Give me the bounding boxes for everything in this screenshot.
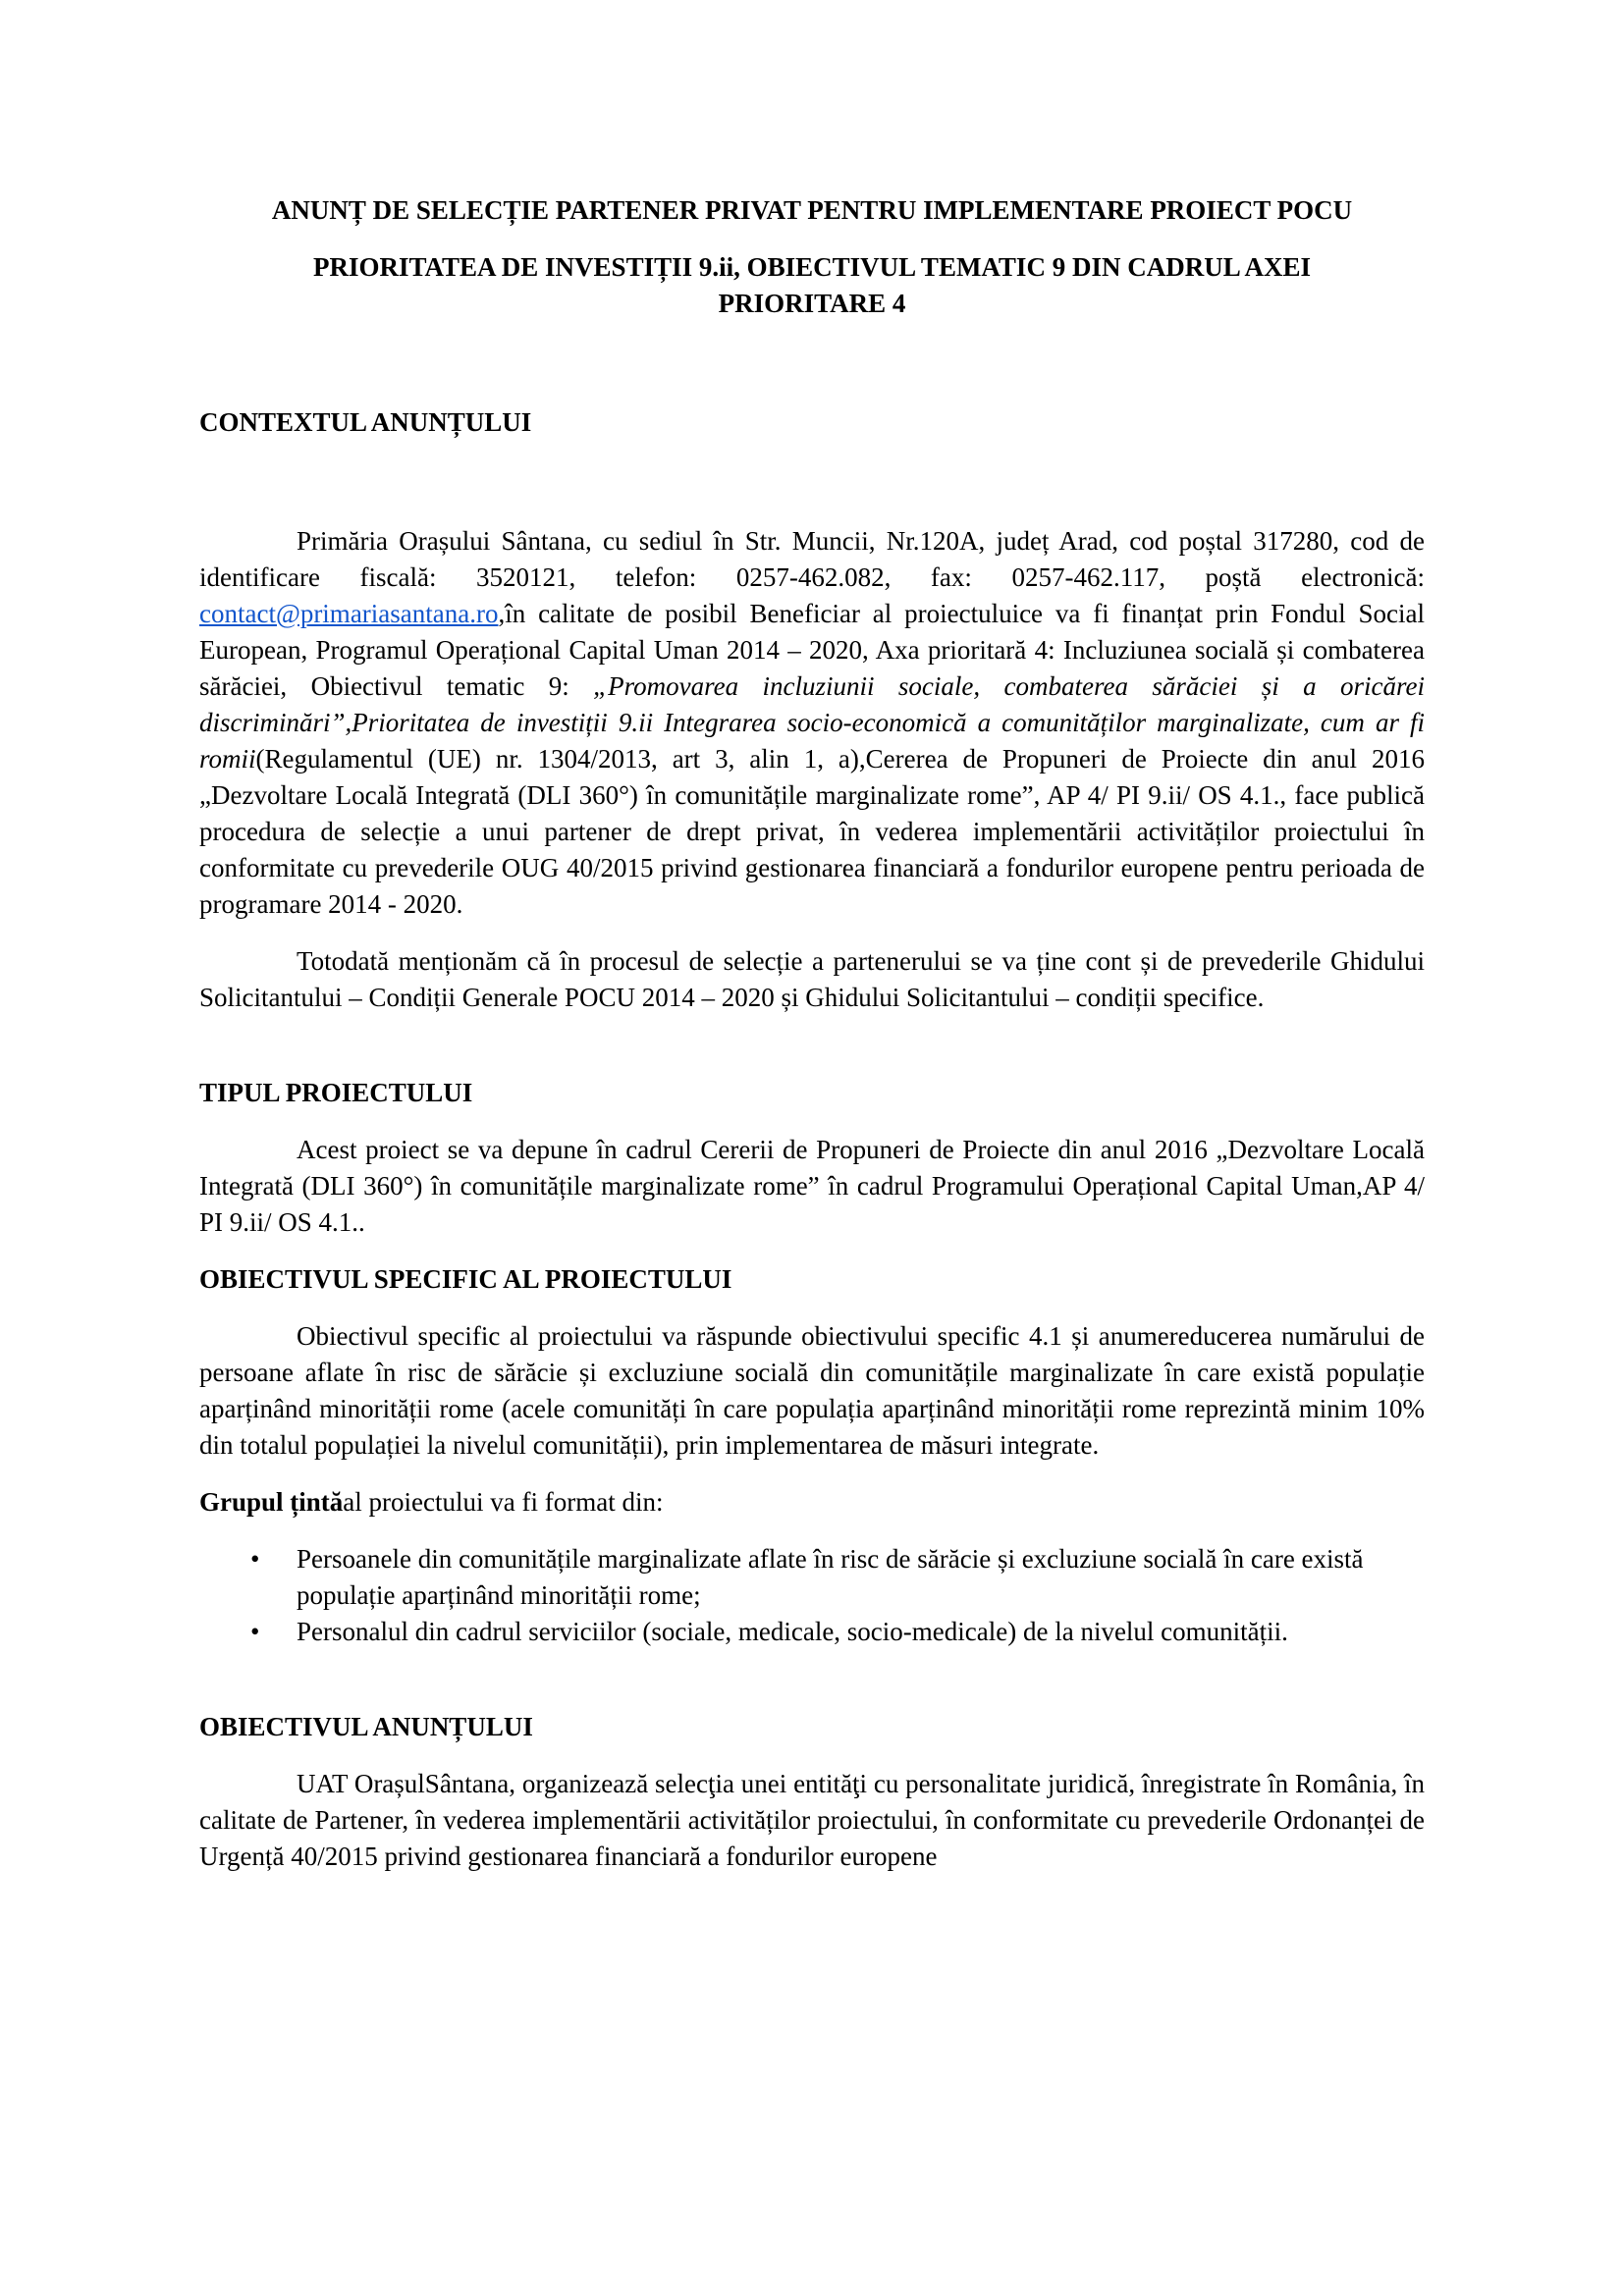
title-line-1: ANUNȚ DE SELECȚIE PARTENER PRIVAT PENTRU IMPLEMENTARE PROIECT POCU [271,195,1353,225]
context-text-a: Primăria Orașului Sântana, cu sediul în Str. Muncii, Nr.120A, județ Arad, cod poștal 317280, cod de identificare fiscală: 3520121, telefon: 0257-462.082, fax: 0257-462.117, poștă electronică: [199,526,1425,592]
grup-tinta-text: al proiectului va fi format din: [343,1487,664,1517]
obiectiv-anunt-paragraph: UAT OrașulSântana, organizează selecţia unei entităţi cu personalitate juridică, înregistrate în România, în calitate de Partener, în vederea implementării activităților proiectului, în conformitate cu prevederile Ordonanței de Urgență 40/2015 privind gestionarea financiară a fondurilor europene [199,1769,1425,1871]
document-content [199,192,1425,1875]
heading-obiectiv-specific: OBIECTIVUL SPECIFIC AL PROIECTULUI [199,1264,732,1294]
email-link[interactable]: contact@primariasantana.ro [199,599,499,628]
list-item [199,1614,1425,1650]
context-text-italic: „Promovarea incluziunii sociale, combaterea sărăciei și a oricărei discriminări”,Prioritatea de investiții 9.ii Integrarea socio-economică a comunităților marginalizate, cum ar fi romii [199,671,1425,774]
title-line-3: PRIORITARE 4 [718,289,906,318]
context-paragraph-2: Totodată menționăm că în procesul de selecție a partenerului se va ține cont și de prevederile Ghidului Solicitantului – Condiții Generale POCU 2014 – 2020 și Ghidului Solicitantului – condiții specifice. [199,946,1425,1012]
obiectiv-specific-paragraph: Obiectivul specific al proiectului va răspunde obiectivului specific 4.1 și anumereducerea numărului de persoane aflate în risc de sărăcie și excluziune socială din comunitățile marginalizate în care există populație aparținând minorității rome (acele comunități în care populația aparținând minorității rome reprezintă minim 10% din totalul populației la nivelul comunității), prin implementarea de măsuri integrate. [199,1321,1425,1460]
grup-tinta-list [199,1541,1425,1650]
context-text-b: ,în calitate de posibil Beneficiar al proiectuluice va fi finanțat prin Fondul Social European, Programul Operațional Capital Uman 2014 – 2020, Axa prioritară 4: Incluziunea socială și combaterea sărăciei, Obiectivul tematic 9: [199,599,1425,701]
heading-context: CONTEXTUL ANUNȚULUI [199,407,532,437]
title-line-2: PRIORITATEA DE INVESTIȚII 9.ii, OBIECTIVUL TEMATIC 9 DIN CADRUL AXEI [313,252,1311,282]
grup-tinta-label: Grupul țintă [199,1487,344,1517]
heading-tip-proiect: TIPUL PROIECTULUI [199,1078,473,1107]
list-item [199,1541,1425,1614]
grup-tinta-paragraph [199,1484,1425,1521]
context-text-c: (Regulamentul (UE) nr. 1304/2013, art 3, alin 1, a),Cererea de Propuneri de Proiecte din anul 2016 „Dezvoltare Locală Integrată (DLI 360°) în comunitățile marginalizate rome”, AP 4/ PI 9.ii/ OS 4.1., face publică procedura de selecție a unui partener de drept privat, în vederea implementării activităților proiectului în conformitate cu prevederile OUG 40/2015 privind gestionarea financiară a fondurilor europene pentru perioada de programare 2014 - 2020. [199,744,1425,919]
list-item-text: Persoanele din comunitățile marginalizate aflate în risc de sărăcie și excluziune socială în care există populație aparținând minorității rome; [297,1544,1364,1610]
tip-paragraph: Acest proiect se va depune în cadrul Cererii de Propuneri de Proiecte din anul 2016 „Dezvoltare Locală Integrată (DLI 360°) în comunitățile marginalizate rome” în cadrul Programului Operațional Capital Uman,AP 4/ PI 9.ii/ OS 4.1.. [199,1135,1425,1237]
bullet-icon: • [250,1544,260,1574]
context-paragraph-1 [199,523,1425,923]
bullet-icon: • [250,1617,260,1646]
list-item-text: Personalul din cadrul serviciilor (sociale, medicale, socio-medicale) de la nivelul comunității. [297,1617,1288,1646]
heading-obiectiv-anunt: OBIECTIVUL ANUNȚULUI [199,1712,533,1741]
